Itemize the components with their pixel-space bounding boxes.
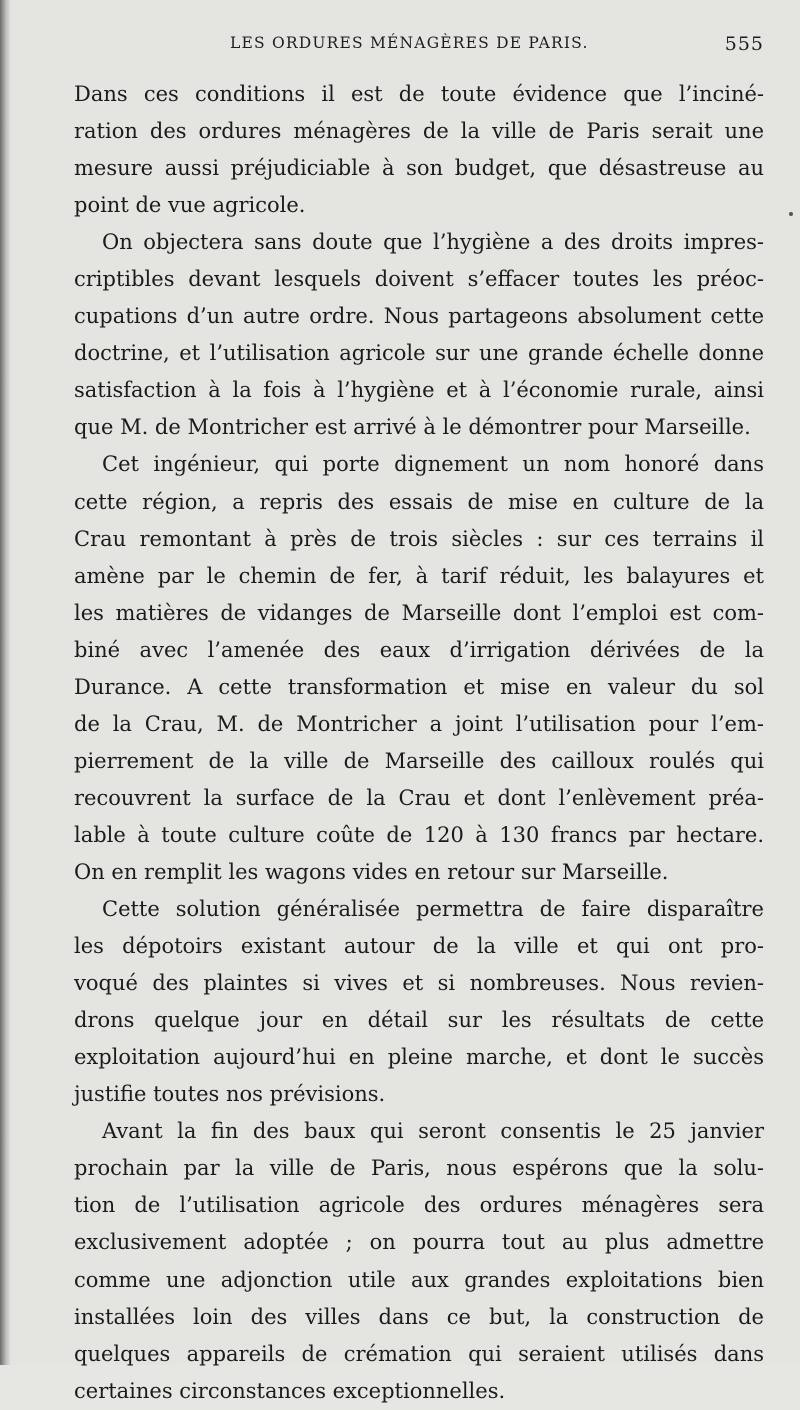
text-line: prochain par la ville de Paris, nous espérons que la solu- bbox=[74, 1156, 764, 1181]
text-line: drons quelque jour en détail sur les résultats de cette bbox=[74, 1008, 764, 1033]
text-line: Crau remontant à près de trois siècles : sur ces terrains il bbox=[74, 526, 764, 551]
text-line: que M. de Montricher est arrivé à le démontrer pour Marseille. bbox=[74, 415, 751, 440]
page-number: 555 bbox=[724, 33, 764, 55]
text-line: On en remplit les wagons vides en retour sur Marseille. bbox=[74, 859, 669, 884]
text-line: pierrement de la ville de Marseille des cailloux roulés qui bbox=[74, 748, 764, 773]
text-line: quelques appareils de crémation qui seraient utilisés dans bbox=[74, 1341, 764, 1366]
text-line: cette région, a repris des essais de mise en culture de la bbox=[74, 489, 764, 514]
text-line: Dans ces conditions il est de toute évidence que l’inciné- bbox=[74, 82, 764, 106]
text-line: Cet ingénieur, qui porte dignement un nom honoré dans bbox=[102, 452, 764, 477]
text-line: recouvrent la surface de la Crau et dont l’enlèvement préa- bbox=[74, 785, 764, 810]
running-title: LES ORDURES MÉNAGÈRES DE PARIS. bbox=[230, 34, 589, 52]
text-line: comme une adjonction utile aux grandes exploitations bien bbox=[74, 1267, 764, 1292]
text-line: criptibles devant lesquels doivent s’effacer toutes les préoc- bbox=[74, 267, 764, 292]
text-line: justifie toutes nos prévisions. bbox=[74, 1082, 386, 1107]
text-line: de la Crau, M. de Montricher a joint l’utilisation pour l’em- bbox=[74, 711, 764, 736]
page-gutter-shadow bbox=[0, 0, 10, 1365]
text-line: biné avec l’amenée des eaux d’irrigation dérivées de la bbox=[74, 637, 764, 662]
text-line: tion de l’utilisation agricole des ordures ménagères sera bbox=[74, 1193, 764, 1218]
body-text bbox=[74, 76, 764, 1410]
text-line: voqué des plaintes si vives et si nombreuses. Nous revien- bbox=[74, 971, 764, 996]
text-line: exclusivement adoptée ; on pourra tout au plus admettre bbox=[74, 1230, 764, 1255]
page-header bbox=[74, 31, 764, 59]
text-line: installées loin des villes dans ce but, la construction de bbox=[74, 1304, 764, 1329]
text-line: Cette solution généralisée permettra de faire disparaître bbox=[102, 897, 764, 922]
text-line: les dépotoirs existant autour de la ville et qui ont pro- bbox=[74, 934, 764, 959]
text-line: cupations d’un autre ordre. Nous partageons absolument cette bbox=[74, 304, 764, 329]
text-line: Durance. A cette transformation et mise en valeur du sol bbox=[74, 674, 764, 699]
text-line: exploitation aujourd’hui en pleine marche, et dont le succès bbox=[74, 1045, 764, 1070]
text-line: Avant la fin des baux qui seront consentis le 25 janvier bbox=[102, 1119, 764, 1144]
text-line: les matières de vidanges de Marseille dont l’emploi est com- bbox=[74, 600, 764, 625]
ink-speck bbox=[789, 212, 793, 216]
text-line: point de vue agricole. bbox=[74, 193, 306, 218]
text-line: On objectera sans doute que l’hygiène a des droits impres- bbox=[102, 230, 764, 255]
text-line: lable à toute culture coûte de 120 à 130 francs par hectare. bbox=[74, 822, 764, 847]
text-line: doctrine, et l’utilisation agricole sur une grande échelle donne bbox=[74, 341, 764, 366]
text-line: certaines circonstances exceptionnelles. bbox=[74, 1378, 506, 1403]
text-line: amène par le chemin de fer, à tarif réduit, les balayures et bbox=[74, 563, 764, 588]
text-line: satisfaction à la fois à l’hygiène et à l’économie rurale, ainsi bbox=[74, 378, 764, 403]
text-line: mesure aussi préjudiciable à son budget, que désastreuse au bbox=[74, 156, 764, 181]
text-line: ration des ordures ménagères de la ville de Paris serait une bbox=[74, 119, 764, 144]
